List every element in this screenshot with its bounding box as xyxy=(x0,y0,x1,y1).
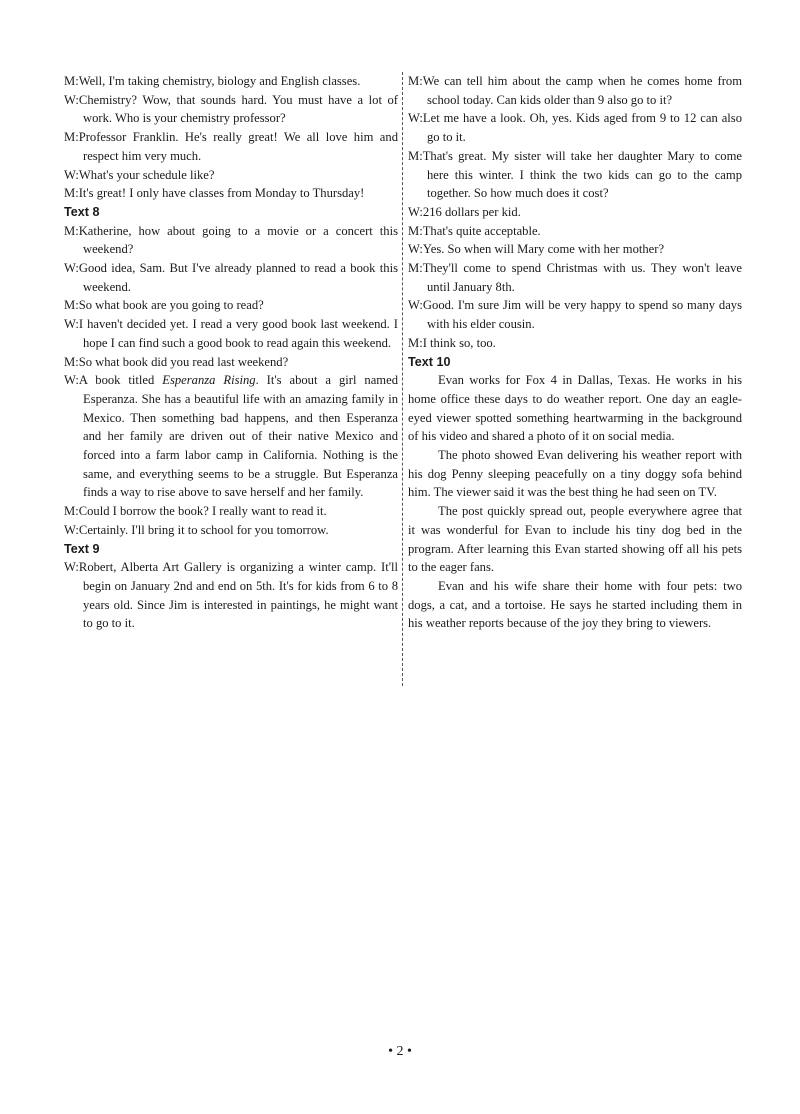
left-column xyxy=(64,72,398,633)
dialogue-line: M:I think so, too. xyxy=(408,335,496,350)
passage-paragraph: The post quickly spread out, people everywhere agree that it was wonderful for Evan to include his tiny dog bed in the program. After learning this Evan started showing off all his pets to the eager fans. xyxy=(408,504,742,575)
passage-paragraph: The photo showed Evan delivering his weather report with his dog Penny sleeping peacefully on a tiny doggy sofa behind him. The viewer said it was the best thing he had seen on TV. xyxy=(408,448,742,500)
passage-paragraph: Evan works for Fox 4 in Dallas, Texas. He works in his home office these days to do weather report. One day an eagle-eyed viewer spotted something heartwarming in the background of his video and shared a photo of it on social media. xyxy=(408,373,742,444)
dialogue-line: M:Could I borrow the book? I really want to read it. xyxy=(64,504,327,519)
dialogue-line: W:What's your schedule like? xyxy=(64,167,215,182)
dialogue-line: M:They'll come to spend Christmas with us. They won't leave until January 8th. xyxy=(408,261,742,294)
dialogue-line: M:That's great. My sister will take her daughter Mary to come here this winter. I think the two kids can go to the camp together. So how much does it cost? xyxy=(408,148,742,201)
dialogue-line: W:Good idea, Sam. But I've already planned to read a book this weekend. xyxy=(64,261,398,294)
dialogue-line: M:So what book are you going to read? xyxy=(64,298,264,313)
dialogue-line: M:Katherine, how about going to a movie or a concert this weekend? xyxy=(64,223,398,257)
dialogue-line: M:It's great! I only have classes from Monday to Thursday! xyxy=(64,186,365,201)
section-heading-text-10: Text 10 xyxy=(408,354,451,369)
exam-page xyxy=(64,72,740,690)
dialogue-line: W:I haven't decided yet. I read a very good book last weekend. I hope I can find such a good book to read again this weekend. xyxy=(64,317,398,350)
page-number: • 2 • xyxy=(388,1044,412,1059)
column-divider xyxy=(402,72,403,686)
section-heading-text-8: Text 8 xyxy=(64,204,100,219)
dialogue-line: M:So what book did you read last weekend? xyxy=(64,354,289,369)
dialogue-line: W:Chemistry? Wow, that sounds hard. You must have a lot of work. Who is your chemistry professor? xyxy=(64,92,398,126)
dialogue-line: M:Well, I'm taking chemistry, biology and English classes. xyxy=(64,74,361,88)
dialogue-line: W:Certainly. I'll bring it to school for you tomorrow. xyxy=(64,522,329,537)
right-column xyxy=(408,72,742,633)
dialogue-line: W:A book titled Esperanza Rising. It's about a girl named Esperanza. She has a beautiful life with an amazing family in Mexico. Then something bad happens, and then Esperanza and her family are driven out of their native Mexico and forced into a farm labor camp in California. Nothing is the same, and everything seems to be a struggle. But Esperanza finds a way to rise above to save herself and her family. xyxy=(64,373,398,500)
dialogue-line: W:216 dollars per kid. xyxy=(408,204,521,219)
dialogue-line: W:Yes. So when will Mary come with her mother? xyxy=(408,242,665,257)
dialogue-line: W:Robert, Alberta Art Gallery is organizing a winter camp. It'll begin on January 2nd and end on 5th. It's for kids from 6 to 8 years old. Since Jim is interested in paintings, he might want to go to it. xyxy=(64,560,398,631)
dialogue-line: M:That's quite acceptable. xyxy=(408,223,541,238)
dialogue-line: M:Professor Franklin. He's really great! We all love him and respect him very much. xyxy=(64,130,398,163)
section-heading-text-9: Text 9 xyxy=(64,541,100,556)
dialogue-line: M:We can tell him about the camp when he comes home from school today. Can kids older than 9 also go to it? xyxy=(408,74,742,107)
dialogue-line: W:Let me have a look. Oh, yes. Kids aged from 9 to 12 can also go to it. xyxy=(408,111,742,145)
book-title: Esperanza Rising xyxy=(162,373,256,388)
passage-paragraph: Evan and his wife share their home with four pets: two dogs, a cat, and a tortoise. He says he started including them in his weather reports because of the joy they bring to viewers. xyxy=(408,578,742,631)
dialogue-line: W:Good. I'm sure Jim will be very happy to spend so many days with his elder cousin. xyxy=(408,298,742,332)
